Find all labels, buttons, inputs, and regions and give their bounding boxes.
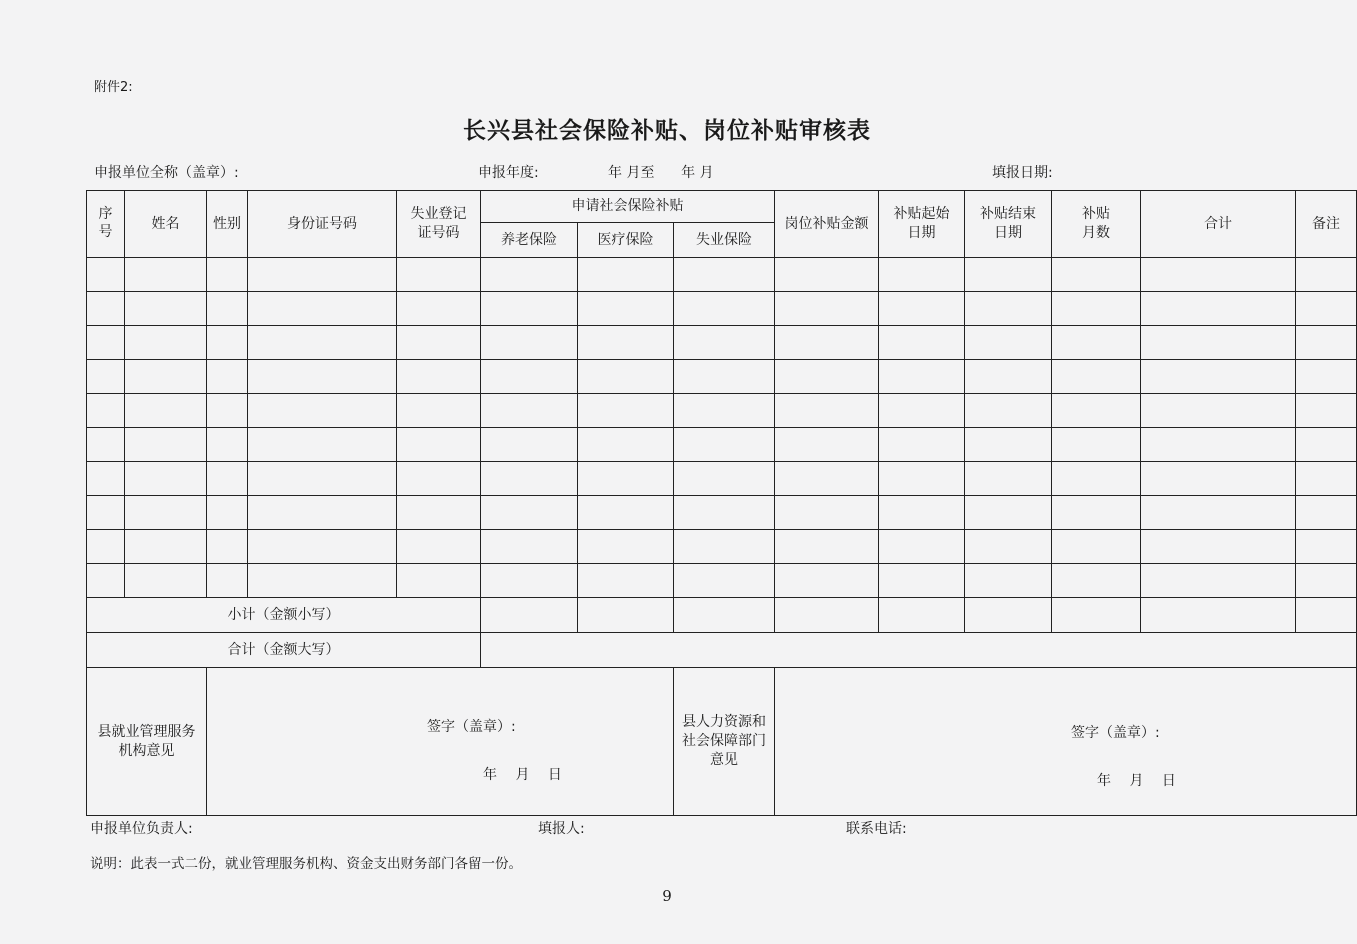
- table-row: [87, 292, 1357, 326]
- unit-name-label: 申报单位全称（盖章）:: [94, 165, 239, 181]
- table-row: [87, 394, 1357, 428]
- col-unemployment-header: 失业保险: [674, 223, 775, 258]
- col-post-subsidy-header: 岗位补贴金额: [775, 191, 879, 258]
- table-row: [87, 326, 1357, 360]
- hr-opinion-label: 县人力资源和社会保障部门意见: [674, 668, 775, 816]
- subtotal-row: [87, 598, 1357, 633]
- table-row: [87, 496, 1357, 530]
- col-end-date-header: 补贴结束日期: [965, 191, 1052, 258]
- table-row: [87, 258, 1357, 292]
- date-label-hr: 年 月 日: [1097, 773, 1176, 789]
- county-opinion-label: 县就业管理服务机构意见: [87, 668, 207, 816]
- fill-date-label: 填报日期:: [992, 165, 1053, 181]
- col-total-header: 合计: [1141, 191, 1296, 258]
- page-title: 长兴县社会保险补贴、岗位补贴审核表: [463, 118, 871, 144]
- col-unemp-cert-header: 失业登记证号码: [397, 191, 481, 258]
- col-remark-header: 备注: [1296, 191, 1357, 258]
- col-months-header: 补贴月数: [1052, 191, 1141, 258]
- table-row: [87, 530, 1357, 564]
- signature-label-hr: 签字（盖章）:: [1071, 725, 1160, 741]
- header-row-1: [87, 191, 1357, 223]
- date-label-county: 年 月 日: [483, 767, 562, 783]
- social-subsidy-group-header: 申请社会保险补贴: [481, 191, 775, 223]
- table-row: [87, 428, 1357, 462]
- responsible-label: 申报单位负责人:: [90, 821, 193, 837]
- col-name-header: 姓名: [125, 191, 207, 258]
- table-row: [87, 564, 1357, 598]
- col-gender-header: 性别: [207, 191, 248, 258]
- col-id-header: 身份证号码: [248, 191, 397, 258]
- col-start-date-header: 补贴起始日期: [879, 191, 965, 258]
- signature-label-county: 签字（盖章）:: [427, 719, 516, 735]
- audit-table: [86, 190, 1357, 816]
- grand-total-label: 合计（金额大写）: [87, 633, 481, 668]
- county-opinion-area: [207, 668, 674, 816]
- attachment-label: 附件2:: [94, 80, 133, 95]
- hr-opinion-area: [775, 668, 1357, 816]
- phone-label: 联系电话:: [846, 821, 907, 837]
- table-row: [87, 360, 1357, 394]
- col-pension-header: 养老保险: [481, 223, 578, 258]
- table-row: [87, 462, 1357, 496]
- year-label: 申报年度:: [478, 165, 539, 181]
- filler-label: 填报人:: [538, 821, 585, 837]
- col-seq-header: 序号: [87, 191, 125, 258]
- year-range: 年 月至 年 月: [608, 165, 714, 181]
- note-text: 说明：此表一式二份，就业管理服务机构、资金支出财务部门各留一份。: [90, 856, 522, 872]
- col-medical-header: 医疗保险: [578, 223, 674, 258]
- grand-total-row: [87, 633, 1357, 668]
- subtotal-label: 小计（金额小写）: [87, 598, 481, 633]
- page-number: 9: [662, 887, 672, 905]
- opinion-row: [87, 668, 1357, 816]
